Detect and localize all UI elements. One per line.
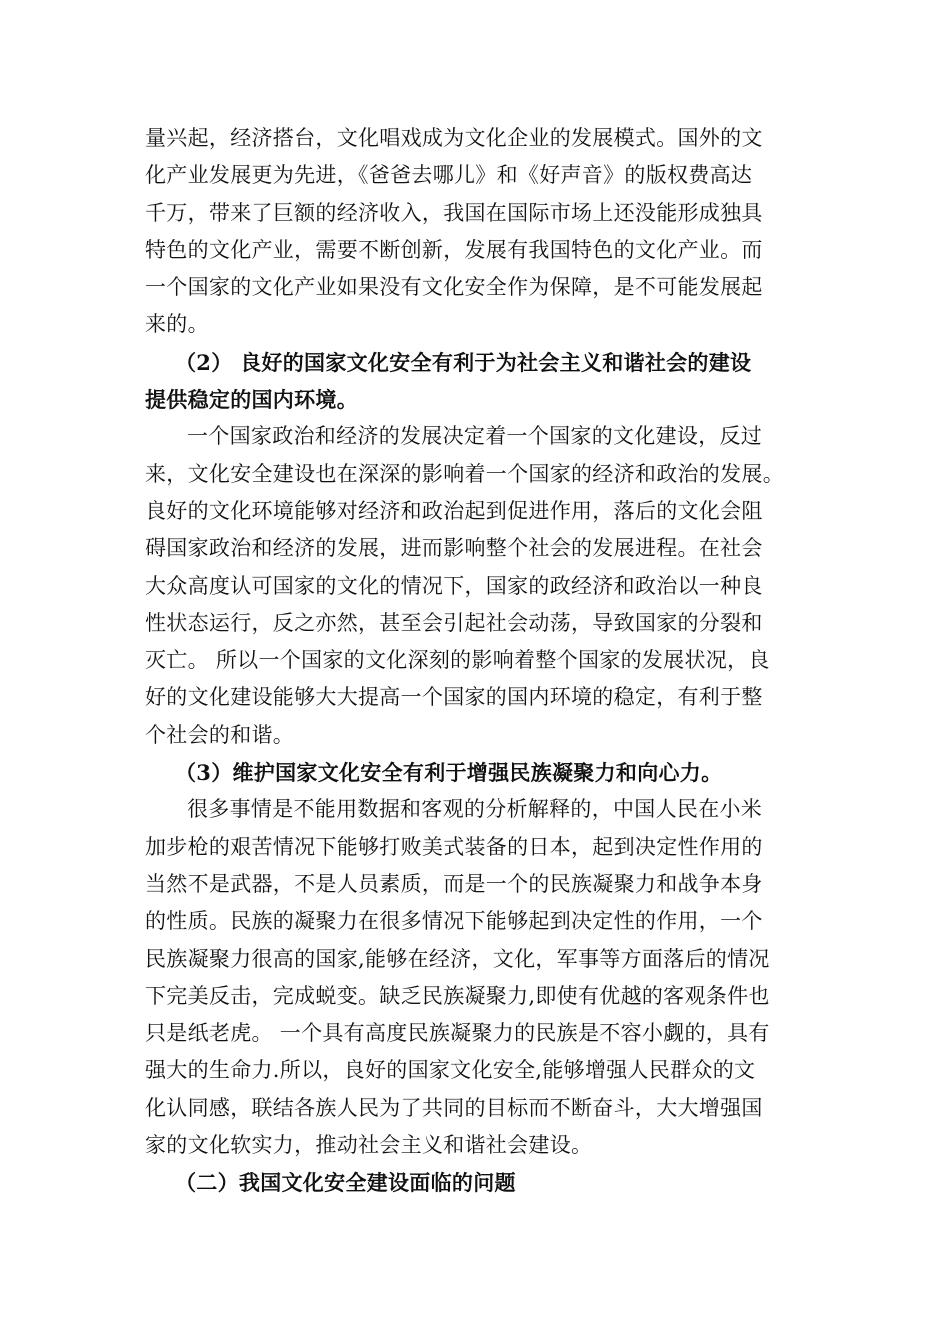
- text-line: 来的。: [145, 312, 209, 337]
- text-line: 只是纸老虎。 一个具有高度民族凝聚力的民族是不容小觑的，具有: [145, 1021, 770, 1046]
- text-line: 好的文化建设能够大大提高一个国家的国内环境的稳定，有利于整: [145, 685, 763, 710]
- section-heading: （3）维护国家文化安全有利于增强民族凝聚力和向心力。: [175, 760, 723, 786]
- section-heading-continued: 提供稳定的国内环境。: [145, 387, 358, 413]
- text-line: 下完美反击，完成蜕变。缺乏民族凝聚力,即使有优越的客观条件也: [145, 983, 770, 1008]
- text-line: 性状态运行，反之亦然，甚至会引起社会动荡，导致国家的分裂和: [145, 610, 763, 635]
- text-line: 量兴起，经济搭台，文化唱戏成为文化企业的发展模式。国外的文: [145, 126, 763, 150]
- text-line: 千万，带来了巨额的经济收入，我国在国际市场上还没能形成独具: [145, 200, 763, 225]
- section-heading: （二）我国文化安全建设面临的问题: [175, 1170, 516, 1196]
- text-line: 大众高度认可国家的文化的情况下，国家的政经济和政治以一种良: [145, 573, 763, 598]
- text-line: 的性质。民族的凝聚力在很多情况下能够起到决定性的作用，一个: [145, 909, 763, 934]
- paragraph-first-line: 很多事情是不能用数据和客观的分析解释的，中国人民在小米: [187, 797, 763, 822]
- text-line: 民族凝聚力很高的国家,能够在经济，文化，军事等方面落后的情况: [145, 946, 770, 971]
- paragraph-first-line: 一个国家政治和经济的发展决定着一个国家的文化建设，反过: [187, 424, 763, 449]
- text-line: 化认同感，联结各族人民为了共同的目标而不断奋斗，大大增强国: [145, 1095, 763, 1120]
- text-line: 良好的文化环境能够对经济和政治起到促进作用，落后的文化会阻: [145, 498, 763, 523]
- text-line: 特色的文化产业，需要不断创新，发展有我国特色的文化产业。而: [145, 237, 763, 262]
- text-line: 强大的生命力.所以，良好的国家文化安全,能够增强人民群众的文: [145, 1058, 756, 1083]
- text-line: 个社会的和谐。: [145, 722, 295, 747]
- section-heading: （2） 良好的国家文化安全有利于为社会主义和谐社会的建设: [175, 349, 752, 375]
- text-line: 碍国家政治和经济的发展，进而影响整个社会的发展进程。在社会: [145, 536, 763, 561]
- text-line: 来，文化安全建设也在深深的影响着一个国家的经济和政治的发展。: [145, 461, 784, 486]
- text-line: 家的文化软实力，推动社会主义和谐社会建设。: [145, 1133, 593, 1158]
- text-line: 化产业发展更为先进，《爸爸去哪儿》和《好声音》的版权费高达: [145, 163, 753, 188]
- text-line: 灭亡。 所以一个国家的文化深刻的影响着整个国家的发展状况，良: [145, 648, 770, 673]
- document-body: [145, 120, 810, 1202]
- text-line: 当然不是武器，不是人员素质，而是一个的民族凝聚力和战争本身: [145, 871, 763, 896]
- text-line: 加步枪的艰苦情况下能够打败美式装备的日本，起到决定性作用的: [145, 834, 763, 859]
- text-line: 一个国家的文化产业如果没有文化安全作为保障，是不可能发展起: [145, 275, 763, 300]
